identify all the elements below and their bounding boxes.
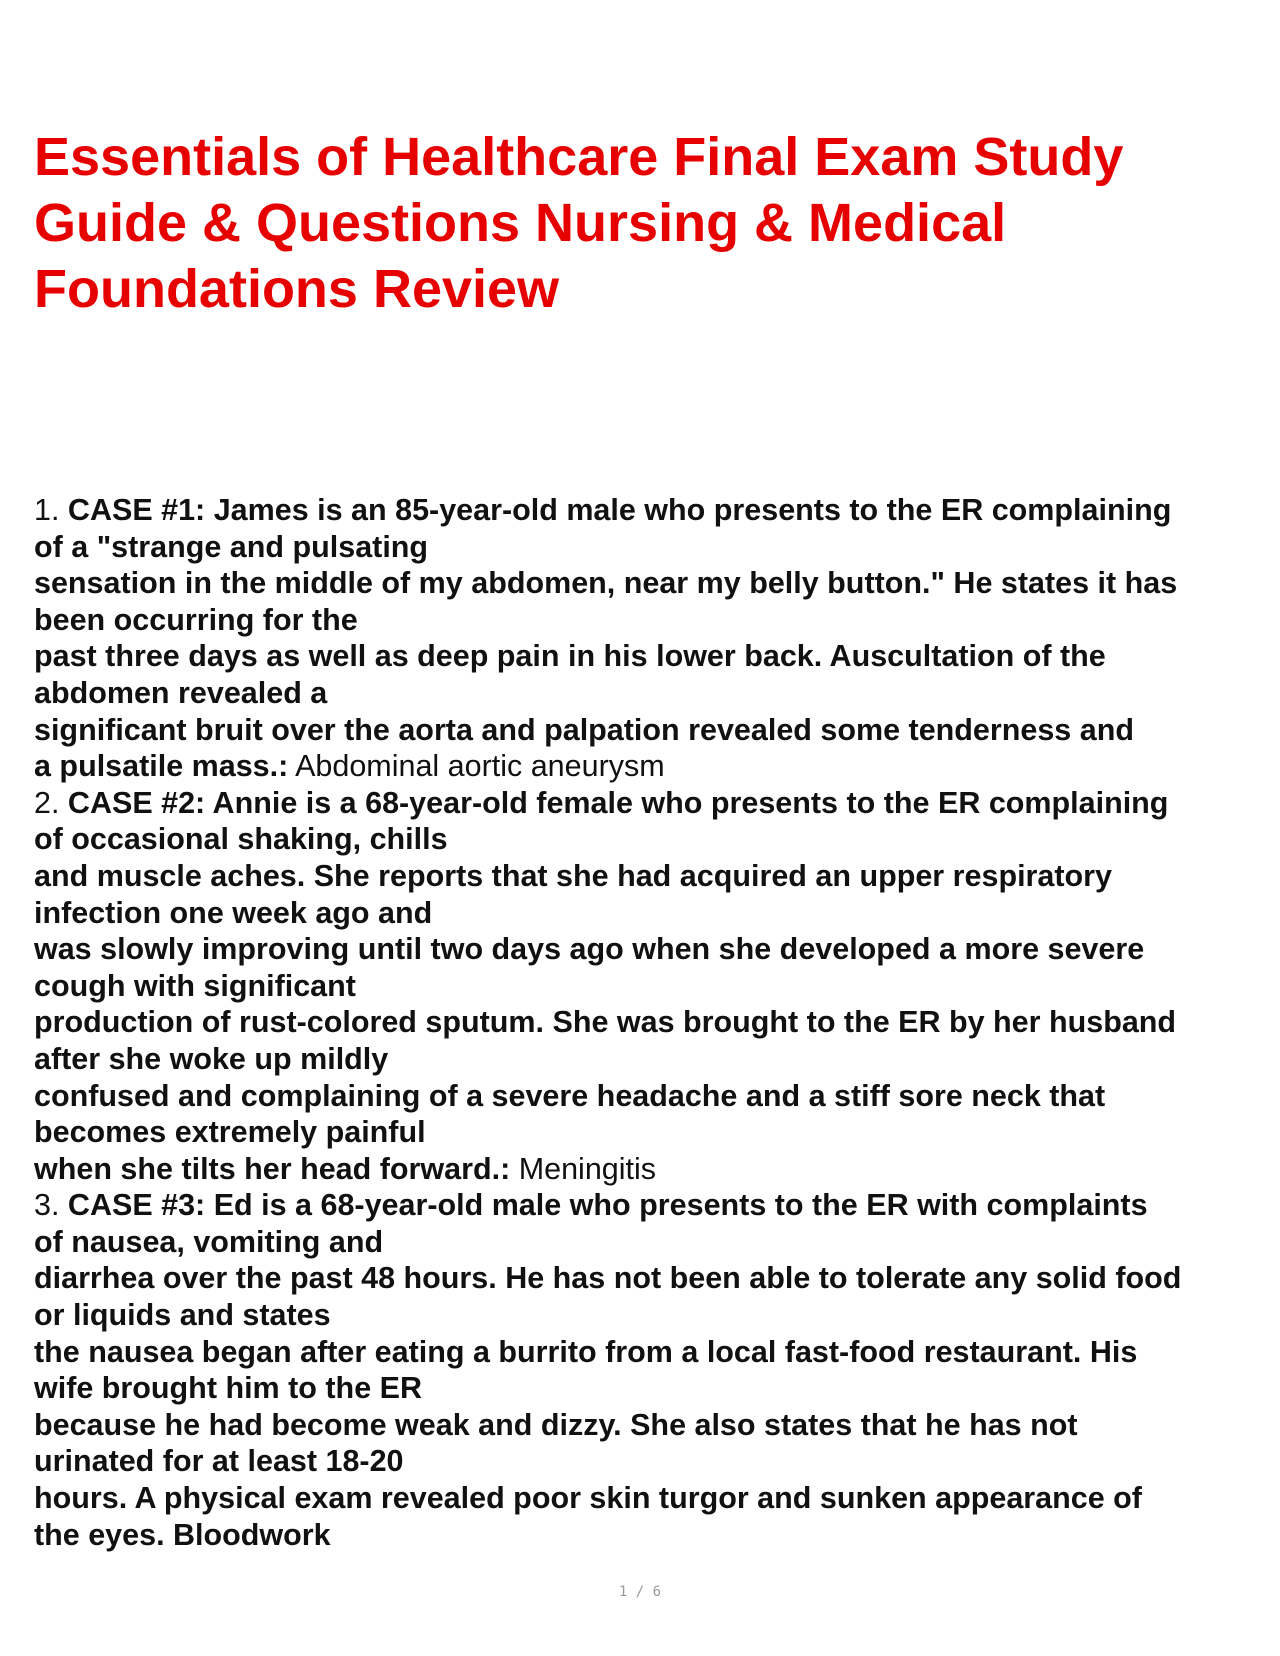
question-text-line: past three days as well as deep pain in his lower back. Auscultation of the xyxy=(34,639,1106,674)
document-title xyxy=(34,124,1234,322)
question-text-line: was slowly improving until two days ago when she developed a more severe xyxy=(34,932,1145,967)
question-item xyxy=(34,492,1254,785)
title-line-1: Essentials of Healthcare Final Exam Study xyxy=(34,127,1124,187)
page-number: 1 / 6 xyxy=(618,1584,662,1600)
question-number: 3. xyxy=(34,1188,60,1223)
question-list xyxy=(34,492,1254,1553)
answer-text: Abdominal aortic aneurysm xyxy=(295,749,665,784)
question-text-line: diarrhea over the past 48 hours. He has not been able to tolerate any solid food xyxy=(34,1261,1182,1296)
question-item xyxy=(34,1187,1254,1553)
question-text-line: becomes extremely painful xyxy=(34,1115,426,1150)
question-text-line: a pulsatile mass.: xyxy=(34,749,289,784)
question-text-line: and muscle aches. She reports that she had acquired an upper respiratory xyxy=(34,858,1112,893)
question-number: 1. xyxy=(34,493,60,527)
title-line-2: Guide & Questions Nursing & Medical xyxy=(34,193,1007,253)
title-line-3: Foundations Review xyxy=(34,259,560,319)
question-text-line: CASE #1: James is an 85-year-old male who presents to the ER complaining xyxy=(67,493,1172,527)
question-text-line: CASE #2: Annie is a 68-year-old female who presents to the ER complaining xyxy=(67,785,1169,820)
question-text-line: of occasional shaking, chills xyxy=(34,822,448,857)
question-text-line: of nausea, vomiting and xyxy=(34,1224,384,1259)
question-text-line: the eyes. Bloodwork xyxy=(34,1517,331,1552)
question-text-line: abdomen revealed a xyxy=(34,675,328,710)
question-text-line: CASE #3: Ed is a 68-year-old male who presents to the ER with complaints xyxy=(67,1188,1148,1223)
question-text-line: infection one week ago and xyxy=(34,895,433,930)
question-item xyxy=(34,785,1254,1188)
question-text-line: significant bruit over the aorta and palpation revealed some tenderness and xyxy=(34,712,1134,747)
question-text-line: when she tilts her head forward.: xyxy=(34,1151,511,1186)
question-text-line: sensation in the middle of my abdomen, near my belly button." He states it has xyxy=(34,566,1178,601)
answer-text: Meningitis xyxy=(518,1151,657,1186)
question-text-line: been occurring for the xyxy=(34,602,358,637)
question-text-line: because he had become weak and dizzy. She also states that he has not xyxy=(34,1407,1078,1442)
question-text-line: wife brought him to the ER xyxy=(34,1371,422,1406)
question-text-line: the nausea began after eating a burrito from a local fast-food restaurant. His xyxy=(34,1334,1138,1369)
question-text-line: urinated for at least 18-20 xyxy=(34,1444,404,1479)
question-text-line: production of rust-colored sputum. She was brought to the ER by her husband xyxy=(34,1005,1177,1040)
question-text-line: confused and complaining of a severe headache and a stiff sore neck that xyxy=(34,1078,1106,1113)
question-text-line: after she woke up mildly xyxy=(34,1041,389,1076)
question-text-line: or liquids and states xyxy=(34,1298,331,1333)
question-number: 2. xyxy=(34,785,60,820)
question-text-line: hours. A physical exam revealed poor skin turgor and sunken appearance of xyxy=(34,1481,1142,1516)
question-text-line: of a "strange and pulsating xyxy=(34,529,429,564)
question-text-line: cough with significant xyxy=(34,968,356,1003)
